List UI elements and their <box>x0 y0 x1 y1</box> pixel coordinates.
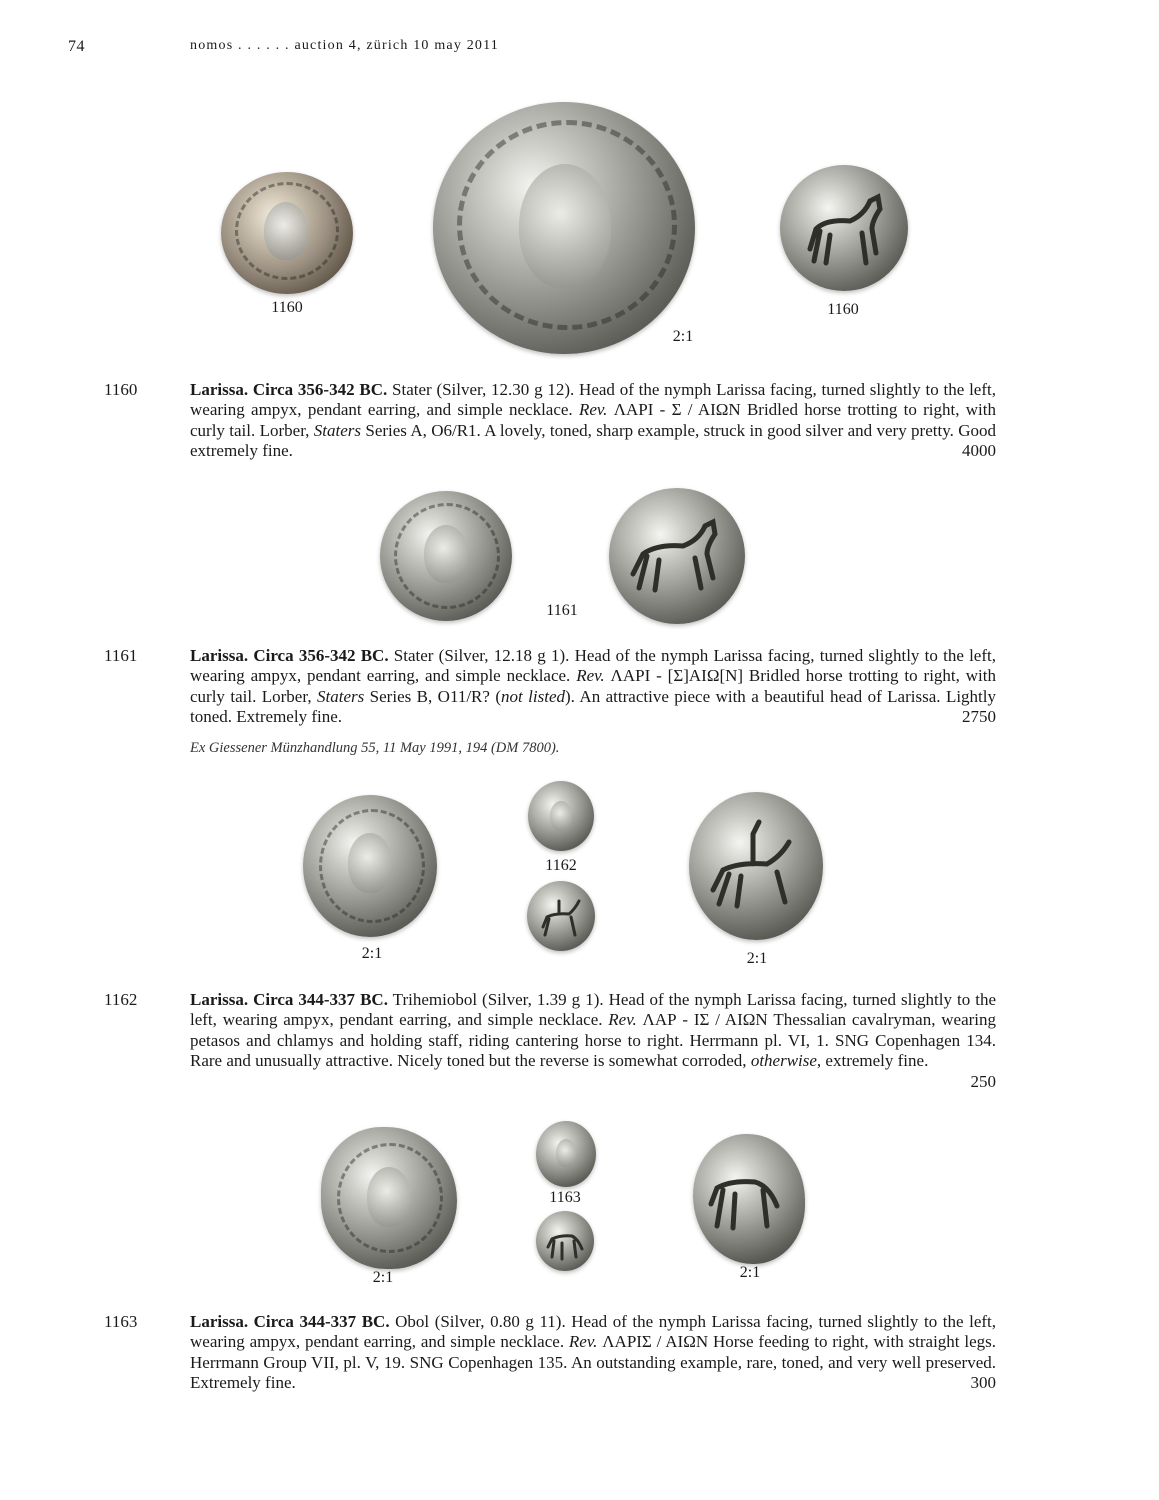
lot-description: Larissa. Circa 356-342 BC. Stater (Silver, 12.18 g 1). Head of the nymph Larissa facing, turned slightly to the left, wearing ampyx, pendant earring, and simple necklace. Rev. ΛΑΡΙ - [Σ]ΑΙΩ[Ν] Bridled horse trotting to right, with curly tail. Lorber, Staters Series B, O11/R? (not listed). An attractive piece with a beautiful head of Larissa. Lightly toned. Extremely fine. <box>190 646 996 727</box>
horse-icon <box>609 488 745 624</box>
running-head: nomos . . . . . . auction 4, zürich 10 may 2011 <box>190 38 500 53</box>
coin-1163-reverse-enlarged-image <box>693 1134 805 1264</box>
horseman-icon <box>527 881 595 951</box>
coin-1161-obverse-image <box>380 491 512 621</box>
coin-1162-reverse-enlarged-image <box>689 792 823 940</box>
coin-1162-right-caption: 2:1 <box>746 950 768 967</box>
lot-description: Larissa. Circa 356-342 BC. Stater (Silver, 12.30 g 12). Head of the nymph Larissa facing, turned slightly to the left, wearing ampyx, pendant earring, and simple necklace. Rev. ΛΑΡΙ - Σ / ΑΙΩΝ Bridled horse trotting to right, with curly tail. Lorber, Staters Series A, O6/R1. A lovely, toned, sharp example, struck in good silver and very pretty. Good extremely fine. <box>190 380 996 461</box>
coin-1160-enlarged-image <box>433 102 695 354</box>
coin-1162-reverse-actual-image <box>527 881 595 951</box>
coin-1163-obverse-actual-image <box>536 1121 596 1187</box>
coin-1160-obverse-image <box>221 172 353 294</box>
horse-icon <box>536 1211 594 1271</box>
lot-number: 1162 <box>104 990 138 1009</box>
horseman-icon <box>689 792 823 940</box>
lot-number: 1163 <box>104 1312 138 1331</box>
coin-1162-obverse-actual-image <box>528 781 594 851</box>
lot-1160-entry <box>104 380 996 464</box>
lot-title: Larissa. Circa 356-342 BC. <box>190 380 388 399</box>
lot-title: Larissa. Circa 344-337 BC. <box>190 990 388 1009</box>
lot-description: Larissa. Circa 344-337 BC. Obol (Silver, 0.80 g 11). Head of the nymph Larissa facing, turned slightly to the left, wearing ampyx, pendant earring, and simple necklace. Rev. ΛΑΡΙΣ / ΑΙΩΝ Horse feeding to right, with straight legs. Herrmann Group VII, pl. V, 19. SNG Copenhagen 135. An outstanding example, rare, toned, and very well preserved. Extremely fine. <box>190 1312 996 1393</box>
lot-estimate: 250 <box>970 1072 996 1091</box>
coin-1162-obverse-enlarged-image <box>303 795 437 937</box>
coin-1162-left-caption: 2:1 <box>361 945 383 962</box>
lot-estimate: 300 <box>970 1373 996 1392</box>
coin-1160-reverse-image <box>780 165 908 291</box>
lot-title: Larissa. Circa 344-337 BC. <box>190 1312 390 1331</box>
horse-icon <box>693 1134 805 1264</box>
horse-icon <box>780 165 908 291</box>
lot-number: 1160 <box>104 380 138 399</box>
lot-description: Larissa. Circa 344-337 BC. Trihemiobol (Silver, 1.39 g 1). Head of the nymph Larissa facing, turned slightly to the left, wearing ampyx, pendant earring, and simple necklace. Rev. ΛΑΡ - ΙΣ / ΑΙΩΝ Thessalian cavalryman, wearing petasos and chlamys and holding staff, riding cantering horse to right. Herrmann pl. VI, 1. SNG Copenhagen 134. Rare and unusually attractive. Nicely toned but the reverse is somewhat corroded, otherwise, extremely fine. <box>190 990 997 1071</box>
page-number: 74 <box>68 38 85 55</box>
coin-1161-caption: 1161 <box>546 602 578 619</box>
coin-1161-reverse-image <box>609 488 745 624</box>
coin-1163-right-caption: 2:1 <box>739 1264 761 1281</box>
lot-estimate: 4000 <box>962 441 996 460</box>
coin-1160-enlarged-caption: 2:1 <box>672 328 694 345</box>
coin-1162-center-caption: 1162 <box>545 857 577 874</box>
lot-1163-entry <box>104 1312 996 1396</box>
coin-1160-obverse-caption: 1160 <box>271 299 303 316</box>
coin-1163-center-caption: 1163 <box>549 1189 581 1206</box>
lot-1162-entry <box>104 990 996 1094</box>
lot-1161-provenance: Ex Giessener Münzhandlung 55, 11 May 1991, 194 (DM 7800). <box>190 740 560 756</box>
coin-1163-reverse-actual-image <box>536 1211 594 1271</box>
lot-estimate: 2750 <box>962 707 996 726</box>
coin-1163-obverse-enlarged-image <box>321 1127 457 1269</box>
lot-number: 1161 <box>104 646 138 665</box>
coin-1163-left-caption: 2:1 <box>372 1269 394 1286</box>
lot-title: Larissa. Circa 356-342 BC. <box>190 646 389 665</box>
lot-1161-entry <box>104 646 996 730</box>
coin-1160-reverse-caption: 1160 <box>827 301 859 318</box>
